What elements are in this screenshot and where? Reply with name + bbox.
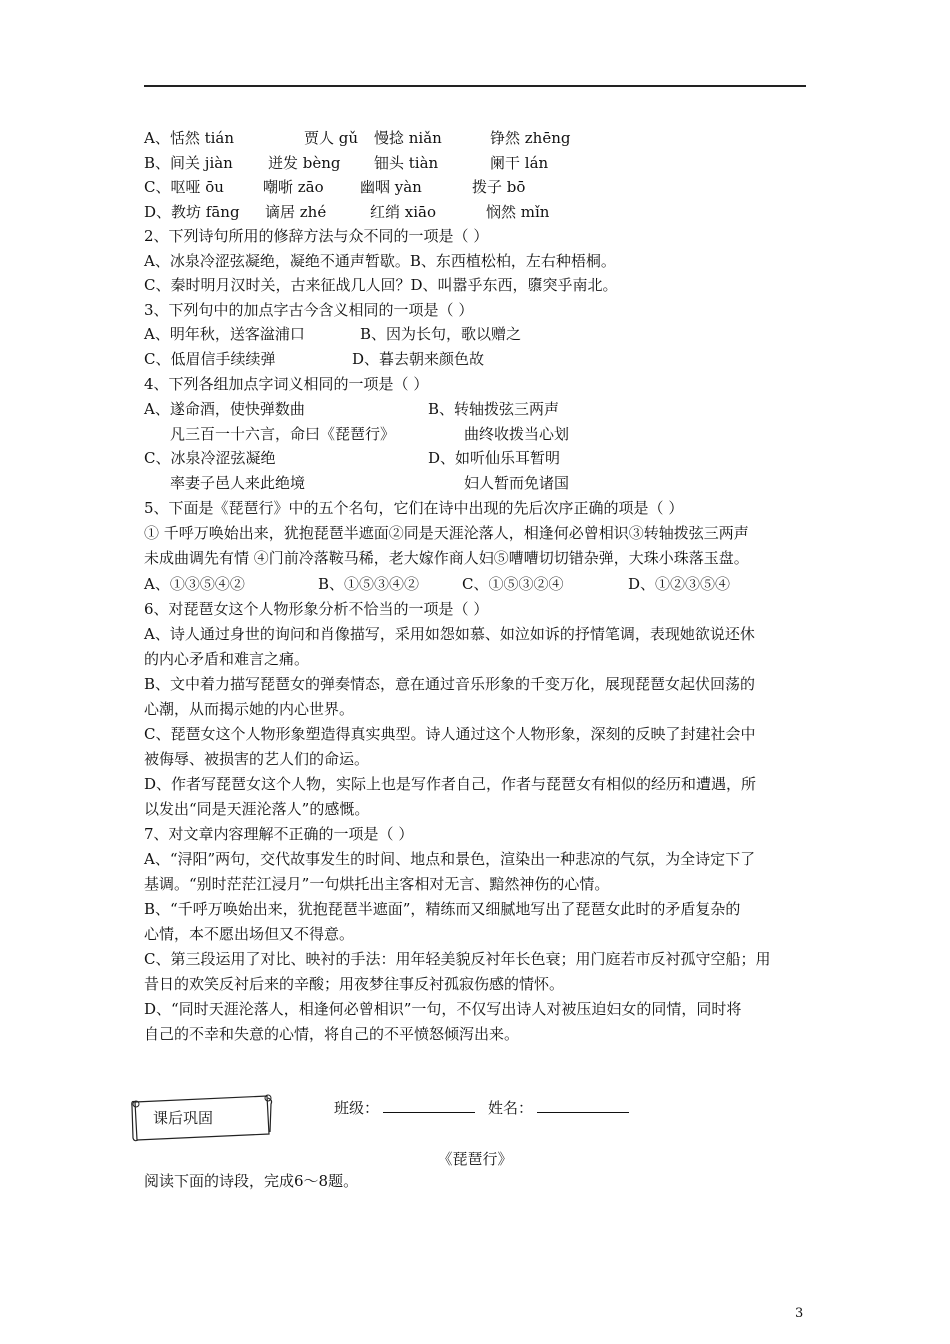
q5-line-2: 未成曲调先有情 ④门前冷落鞍马稀，老大嫁作商人妇⑤嘈嘈切切错杂弹，大珠小珠落玉盘。 (144, 549, 749, 567)
q3-option-d: D、暮去朝来颜色故 (352, 350, 485, 368)
q4-option-a-line1: A、遂命酒，使快弹数曲 (144, 400, 305, 418)
q2-line-2: C、秦时明月汉时关，古来征战几人回？D、叫嚣乎东西，隳突乎南北。 (144, 276, 618, 294)
q2-stem: 2、下列诗句所用的修辞方法与众不同的一项是（ ） (144, 227, 489, 245)
poem-title: 《琵琶行》 (437, 1150, 513, 1168)
q1-c-4: 拨子 bō (472, 178, 526, 196)
q5-options (144, 572, 731, 596)
q7-stem: 7、对文章内容理解不正确的一项是（ ） (144, 825, 414, 843)
q1-row-d (144, 200, 550, 224)
class-field (334, 1097, 475, 1118)
scroll-label: 课后巩固 (153, 1109, 214, 1127)
name-label: 姓名： (488, 1099, 534, 1117)
q7-line: A、“浔阳”两句，交代故事发生的时间、地点和景色，渲染出一种悲凉的气氛，为全诗定下了 (144, 850, 756, 868)
q1-b-2: 迸发 bèng (268, 154, 341, 172)
name-blank[interactable] (537, 1097, 629, 1113)
q1-row-c (144, 175, 526, 199)
q6-line: D、作者写琵琶女这个人物，实际上也是写作者自己，作者与琵琶女有相似的经历和遭遇，所 (144, 775, 757, 793)
q4-row-1 (144, 397, 560, 421)
q5-line-1: ① 千呼万唤始出来，犹抱琵琶半遮面②同是天涯沦落人，相逢何必曾相识③转轴拨弦三两声 (144, 524, 749, 542)
q4-option-a-line2: 凡三百一十六言，命曰《琵琶行》 (170, 425, 396, 443)
q6-line: A、诗人通过身世的询问和肖像描写，采用如怨如慕、如泣如诉的抒情笔调，表现她欲说还休 (144, 625, 755, 643)
q5-option-a: A、①③⑤④② (144, 575, 245, 593)
q7-line: C、第三段运用了对比、映衬的手法：用年轻美貌反衬年长色衰；用门庭若市反衬孤守空船；用 (144, 950, 771, 968)
reading-instruction: 阅读下面的诗段，完成6～8题。 (144, 1172, 359, 1190)
q3-option-a: A、明年秋，送客湓浦口 (144, 325, 305, 343)
q3-stem: 3、下列句中的加点字古今含义相同的一项是（ ） (144, 301, 474, 319)
q1-row-b (144, 151, 549, 175)
q7-line: 自己的不幸和失意的心情，将自己的不平愤怒倾泻出来。 (144, 1025, 520, 1043)
q1-a-4: 铮然 zhēng (490, 129, 571, 147)
q7-line: 心情，本不愿出场但又不得意。 (144, 925, 355, 943)
q7-line: D、“同时天涯沦落人，相逢何必曾相识”一句，不仅写出诗人对被压迫妇女的同情，同时将 (144, 1000, 742, 1018)
q7-line: 基调。“别时茫茫江浸月”一句烘托出主客相对无言、黯然神伤的心情。 (144, 875, 610, 893)
q7-line: 昔日的欢笑反衬后来的辛酸；用夜梦往事反衬孤寂伤感的情怀。 (144, 975, 565, 993)
q6-line: 以发出“同是天涯沦落人”的感慨。 (144, 800, 370, 818)
q1-d-3: 红绡 xiāo (370, 203, 436, 221)
q5-stem: 5、下面是《琵琶行》中的五个名句，它们在诗中出现的先后次序正确的项是（ ） (144, 499, 684, 517)
q4-row-4 (144, 471, 570, 495)
q1-d-4: 悯然 mǐn (486, 203, 550, 221)
q2-line-1: A、冰泉冷涩弦凝绝，凝绝不通声暂歇。B、东西植松柏，左右种梧桐。 (144, 252, 616, 270)
section-scroll-banner (129, 1094, 273, 1140)
q1-c-3: 幽咽 yàn (360, 178, 422, 196)
q4-row-2 (144, 422, 570, 446)
q4-option-b-line1: B、转轴拨弦三两声 (428, 400, 560, 418)
q1-d-1: D、教坊 fāng (144, 203, 240, 221)
page-number: 3 (795, 1306, 804, 1321)
header-rule (144, 85, 806, 87)
q3-row-2 (144, 347, 485, 371)
q1-c-2: 嘲哳 zāo (263, 178, 324, 196)
q6-stem: 6、对琵琶女这个人物形象分析不恰当的一项是（ ） (144, 600, 489, 618)
q6-line: 的内心矛盾和难言之痛。 (144, 650, 310, 668)
class-label: 班级： (334, 1099, 380, 1117)
q5-option-c: C、①⑤③②④ (462, 575, 564, 593)
q1-row-a (144, 126, 571, 150)
q6-line: C、琵琶女这个人物形象塑造得真实典型。诗人通过这个人物形象，深刻的反映了封建社会中 (144, 725, 756, 743)
q4-option-b-line2: 曲终收拨当心划 (464, 425, 570, 443)
q6-line: B、文中着力描写琵琶女的弹奏情态，意在通过音乐形象的千变万化，展现琵琶女起伏回荡的 (144, 675, 756, 693)
q6-line: 被侮辱、被损害的艺人们的命运。 (144, 750, 370, 768)
q1-a-3: 慢捻 niǎn (374, 129, 442, 147)
q4-stem: 4、下列各组加点字词义相同的一项是（ ） (144, 375, 429, 393)
q4-row-3 (144, 446, 561, 470)
q4-option-c-line2: 率妻子邑人来此绝境 (170, 474, 306, 492)
q4-option-d-line2: 妇人暂而免诸国 (464, 474, 570, 492)
q3-option-c: C、低眉信手续续弹 (144, 350, 276, 368)
q3-option-b: B、因为长句，歌以赠之 (360, 325, 522, 343)
q5-option-d: D、①②③⑤④ (628, 575, 731, 593)
q1-b-4: 阑干 lán (490, 154, 549, 172)
name-field (488, 1097, 629, 1118)
q4-option-c-line1: C、冰泉冷涩弦凝绝 (144, 449, 276, 467)
q7-line: B、“千呼万唤始出来，犹抱琵琶半遮面”，精练而又细腻地写出了琵琶女此时的矛盾复杂的 (144, 900, 741, 918)
q1-b-3: 钿头 tiàn (374, 154, 439, 172)
q1-d-2: 谪居 zhé (265, 203, 327, 221)
q4-option-d-line1: D、如听仙乐耳暂明 (428, 449, 561, 467)
q3-row-1 (144, 322, 522, 346)
q6-line: 心潮，从而揭示她的内心世界。 (144, 700, 355, 718)
class-blank[interactable] (383, 1097, 475, 1113)
q1-a-1: A、恬然 tián (144, 129, 235, 147)
q1-a-2: 贾人 gǔ (304, 129, 359, 147)
q1-b-1: B、间关 jiàn (144, 154, 233, 172)
q1-c-1: C、呕哑 ōu (144, 178, 224, 196)
q5-option-b: B、①⑤③④② (318, 575, 420, 593)
